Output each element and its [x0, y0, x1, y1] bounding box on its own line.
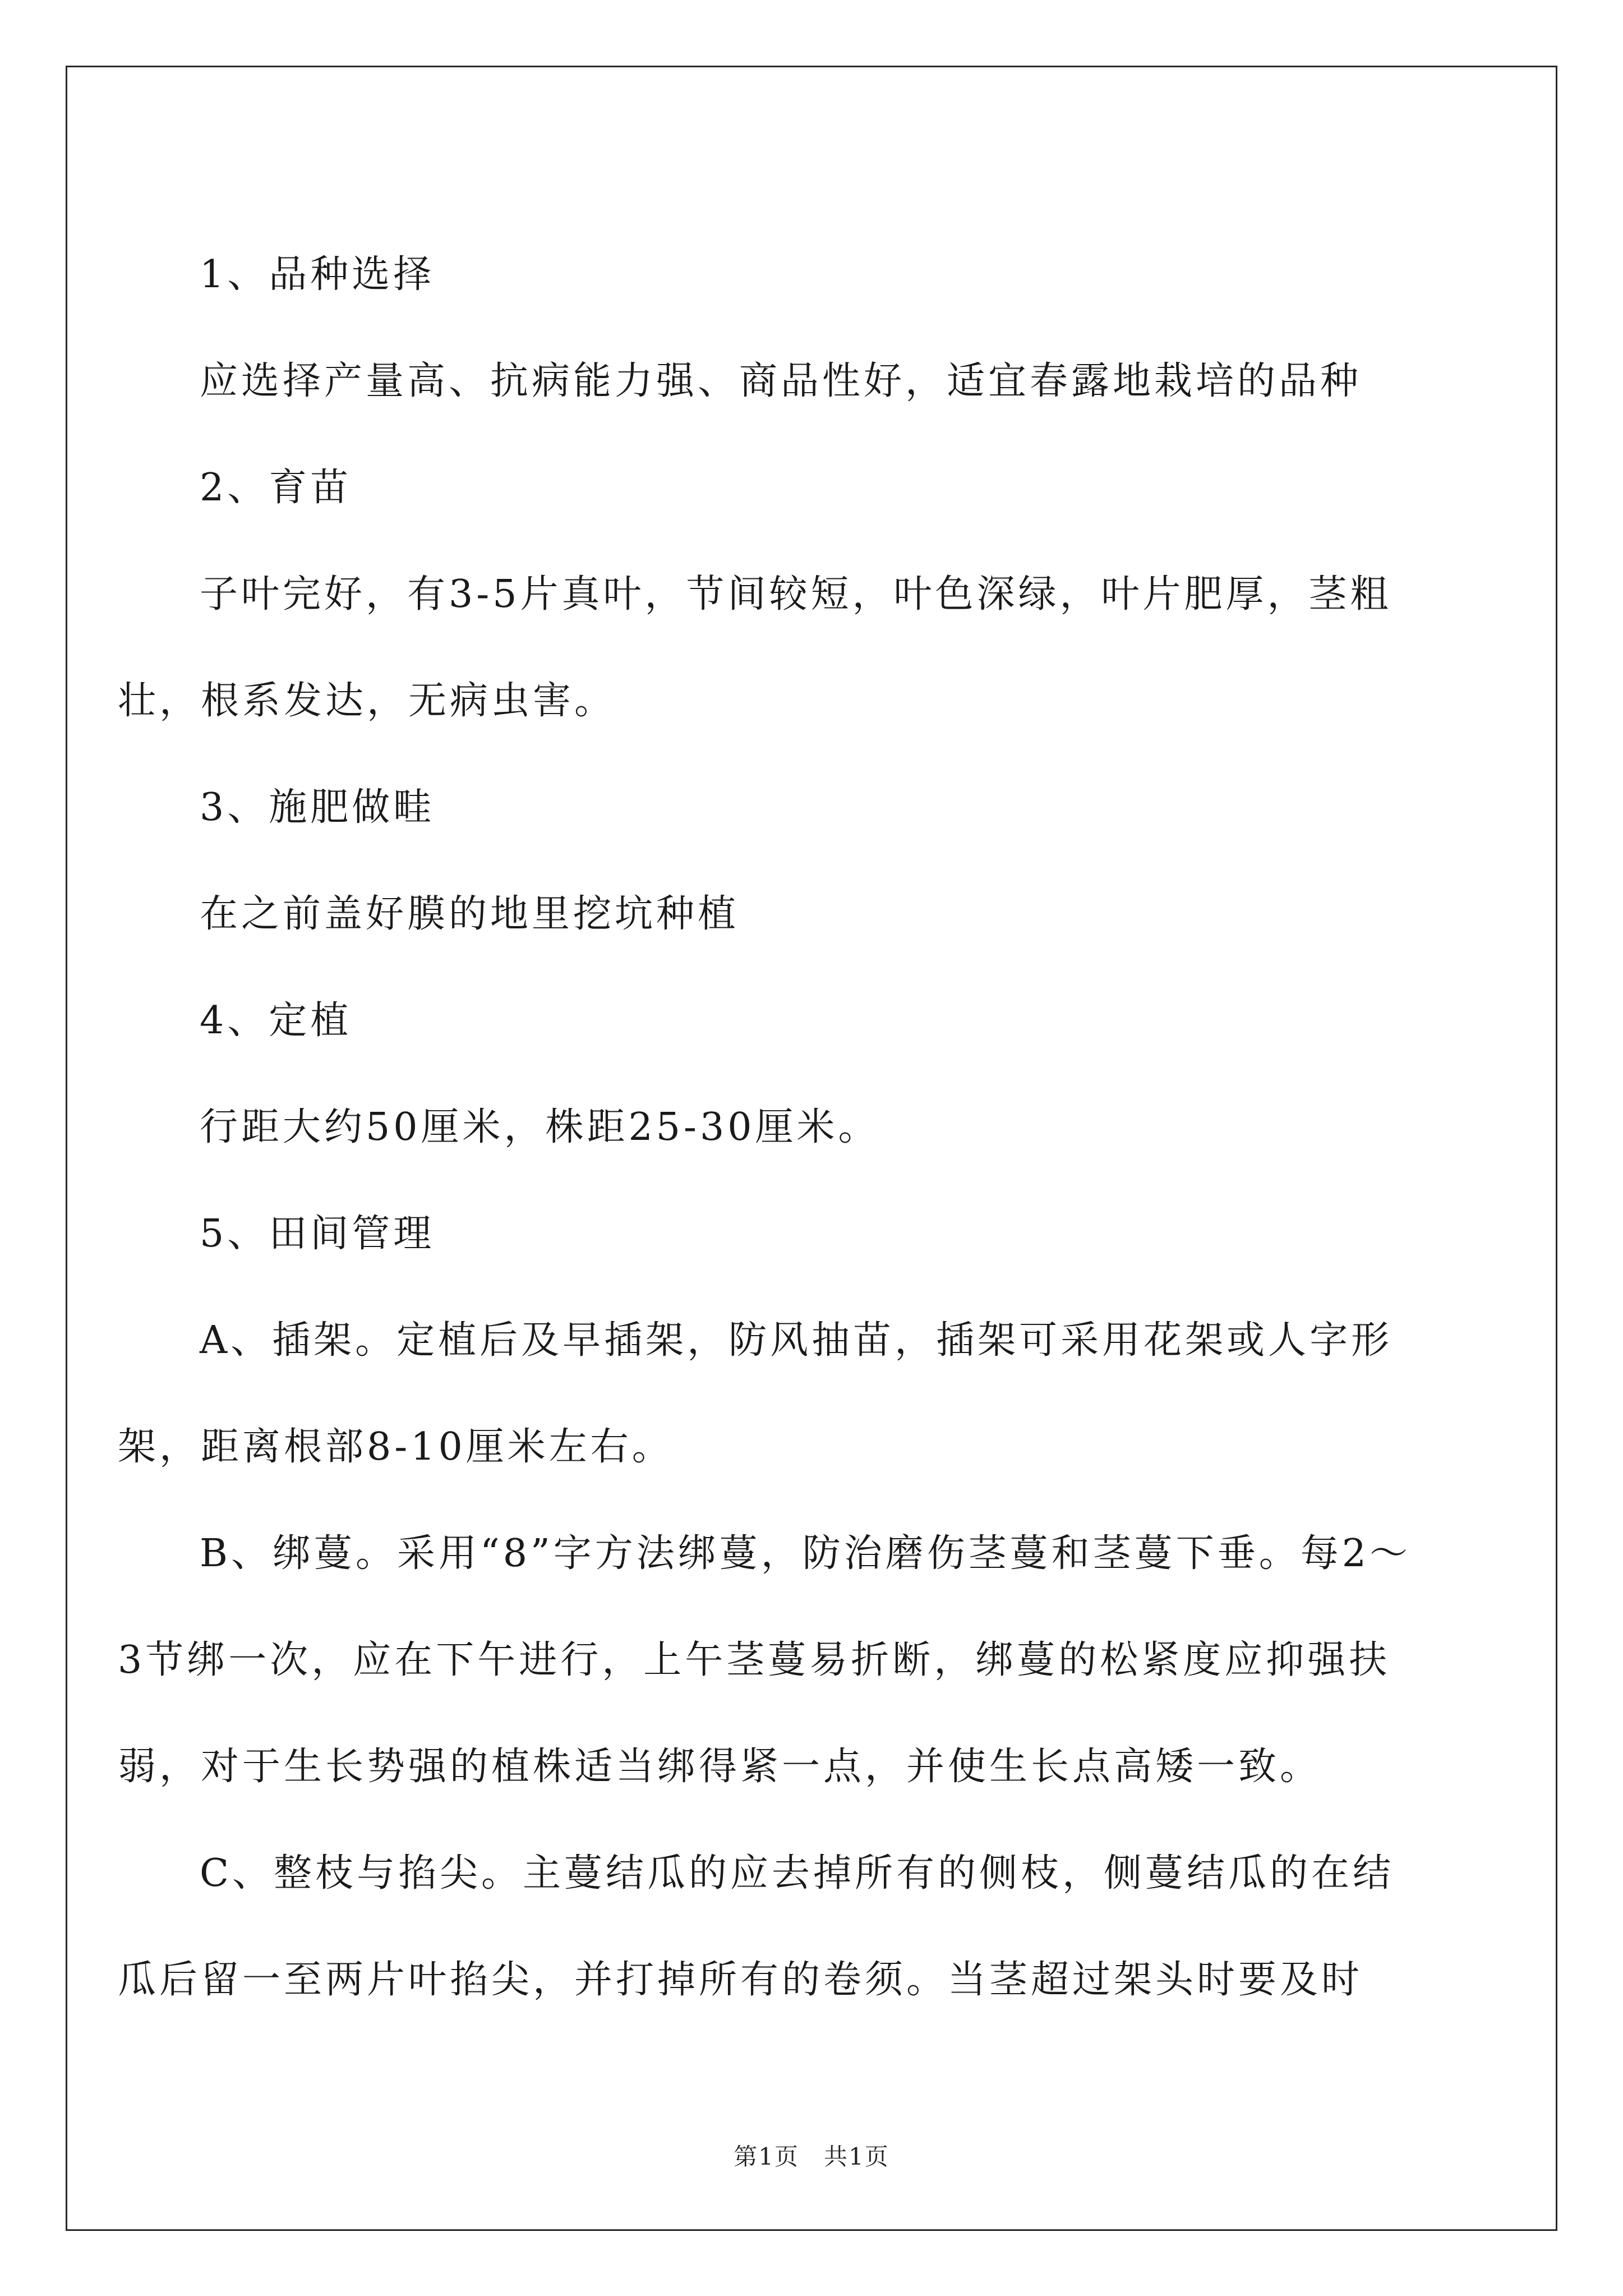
- paragraph-variety-selection: 应选择产量高、抗病能力强、商品性好，适宜春露地栽培的品种: [200, 359, 1362, 403]
- paragraph-transplant: 行距大约50厘米，株距25-30厘米。: [200, 1105, 880, 1149]
- page-total: 共1页: [824, 2143, 889, 2170]
- heading-seedling: 2、育苗: [200, 466, 352, 510]
- paragraph-seedling: 子叶完好，有3-5片真叶，节间较短，叶色深绿，叶片肥厚，茎粗壮，根系发达，无病虫害。: [118, 572, 1392, 723]
- paragraph-pruning: C、整枝与掐尖。主蔓结瓜的应去掉所有的侧枝，侧蔓结瓜的在结瓜后留一至两片叶掐尖，并打掉所有的卷须。当茎超过架头时要及时: [118, 1851, 1395, 2002]
- paragraph-fertilize-bed: 在之前盖好膜的地里挖坑种植: [200, 892, 740, 936]
- heading-field-management: 5、田间管理: [200, 1212, 435, 1256]
- document-body: [118, 222, 1428, 2033]
- paragraph-vine-tying: B、绑蔓。采用“8”字方法绑蔓，防治磨伤茎蔓和茎蔓下垂。每2～3节绑一次，应在下午进行，上午茎蔓易折断，绑蔓的松紧度应抑强扶弱，对于生长势强的植株适当绑得紧一点，并使生长点高矮一致。: [118, 1531, 1412, 1789]
- heading-fertilize-bed: 3、施肥做畦: [200, 785, 435, 830]
- page-number: 第1页: [734, 2143, 799, 2170]
- heading-transplant: 4、定植: [200, 999, 352, 1043]
- page-footer: [0, 2138, 1623, 2172]
- paragraph-trellis: A、插架。定植后及早插架，防风抽苗，插架可采用花架或人字形架，距离根部8-10厘米左右。: [118, 1318, 1393, 1469]
- heading-variety-selection: 1、品种选择: [200, 252, 435, 297]
